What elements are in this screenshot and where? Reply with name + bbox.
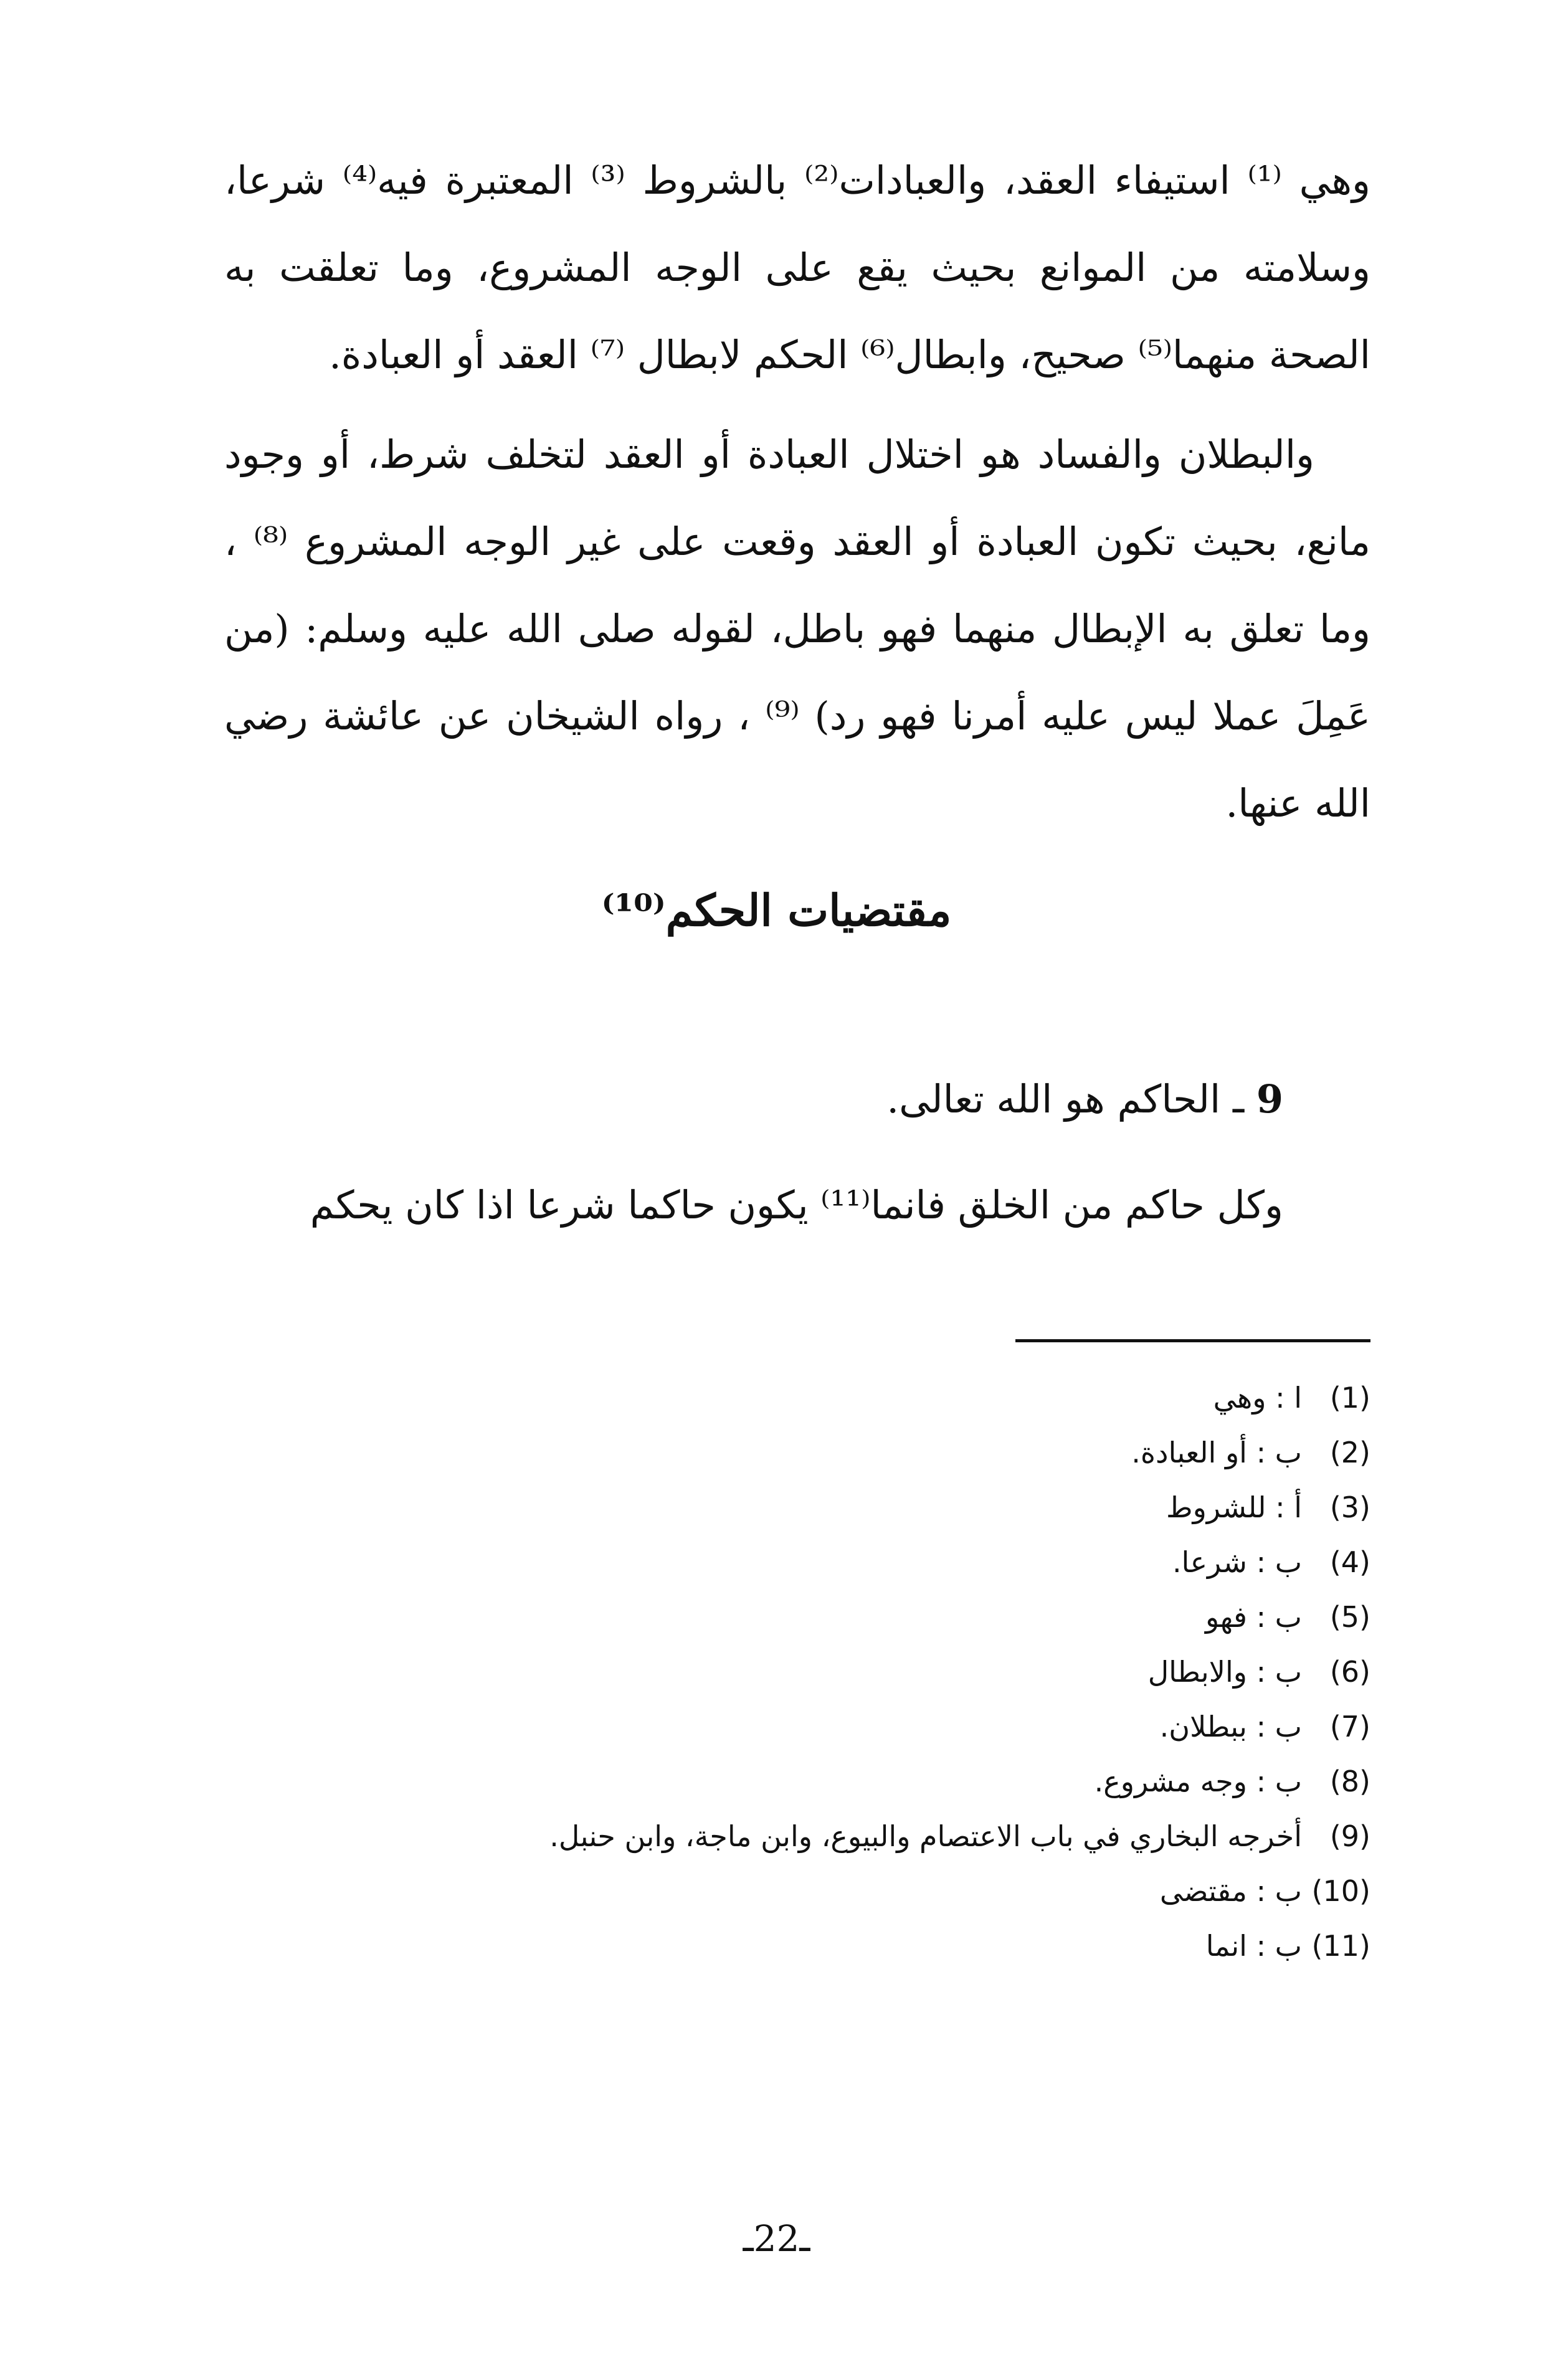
footnotes	[224, 1370, 1370, 1973]
footnote-text: ب : والابطال	[1147, 1655, 1302, 1689]
footnote	[224, 1480, 1370, 1535]
footnote-number: (4)	[1329, 1545, 1370, 1579]
footnote-text: ب : وجه مشروع.	[1094, 1765, 1302, 1798]
footnote-divider	[1015, 1339, 1370, 1342]
footnote-number: (1)	[1329, 1381, 1370, 1415]
page-number: ـ22ـ	[743, 2217, 810, 2260]
footnote-text: أ : للشروط	[1166, 1491, 1302, 1524]
main-text	[224, 137, 1370, 860]
footnote-text: ب : فهو	[1205, 1600, 1302, 1634]
paragraph-ruler: وكل حاكم من الخلق فانما⁽¹¹⁾ يكون حاكما شرعا اذا كان يحكم	[310, 1182, 1283, 1228]
footnote	[224, 1644, 1370, 1699]
footnote	[224, 1370, 1370, 1425]
paragraph-validity: وهي ⁽¹⁾ استيفاء العقد، والعبادات⁽²⁾ بالشروط ⁽³⁾ المعتبرة فيه⁽⁴⁾ شرعا، وسلامته من الموانع بحيث يقع على الوجه المشروع، وما تعلقت به الصحة منهما⁽⁵⁾ صحيح، وابطال⁽⁶⁾ الحكم لابطال ⁽⁷⁾ العقد أو العبادة.	[224, 158, 1370, 377]
footnote-text: ب : ببطلان.	[1159, 1710, 1302, 1743]
footnote-number: (5)	[1329, 1600, 1370, 1634]
footnote-text: ب : انما	[1205, 1929, 1302, 1963]
footnote-text: ب : أو العبادة.	[1131, 1436, 1302, 1469]
rule-block	[224, 1046, 1283, 1258]
footnote-text: ب : مقتضى	[1159, 1874, 1302, 1908]
footnote	[224, 1809, 1370, 1864]
footnote-text: ب : شرعا.	[1172, 1545, 1302, 1579]
section-heading: مقتضيات الحكم⁽¹⁰⁾	[601, 884, 952, 936]
footnote-number: (10)	[1311, 1874, 1370, 1908]
footnote-number: (6)	[1329, 1655, 1370, 1689]
footnote	[224, 1754, 1370, 1809]
footnote	[224, 1535, 1370, 1590]
footnote-text: ا : وهي	[1213, 1381, 1302, 1415]
footnote-number: (11)	[1311, 1929, 1370, 1963]
rule-dash: ـ	[1232, 1076, 1245, 1122]
paragraph-invalidity: والبطلان والفساد هو اختلال العبادة أو العقد لتخلف شرط، أو وجود مانع، بحيث تكون العبادة أو العقد وقعت على غير الوجه المشروع ⁽⁸⁾ ، وما تعلق به الإبطال منهما فهو باطل، لقوله صلى الله عليه وسلم: (من عَمِلَ عملا ليس عليه أمرنا فهو رد) ⁽⁹⁾ ، رواه الشيخان عن عائشة رضي الله عنها.	[224, 432, 1370, 826]
footnote	[224, 1918, 1370, 1973]
footnote-text: أخرجه البخاري في باب الاعتصام والبيوع، وابن ماجة، وابن حنبل.	[549, 1819, 1302, 1853]
footnote-number: (2)	[1329, 1436, 1370, 1469]
footnote	[224, 1590, 1370, 1644]
footnote	[224, 1864, 1370, 1918]
rule-number: 9	[1256, 1076, 1283, 1122]
rule-text: الحاكم هو الله تعالى.	[886, 1076, 1221, 1122]
footnote-number: (7)	[1329, 1710, 1370, 1743]
footnote	[224, 1425, 1370, 1480]
footnote	[224, 1699, 1370, 1754]
rule-9	[224, 1046, 1283, 1152]
footnote-number: (8)	[1329, 1765, 1370, 1798]
footnote-number: (9)	[1329, 1819, 1370, 1853]
footnote-number: (3)	[1329, 1491, 1370, 1524]
